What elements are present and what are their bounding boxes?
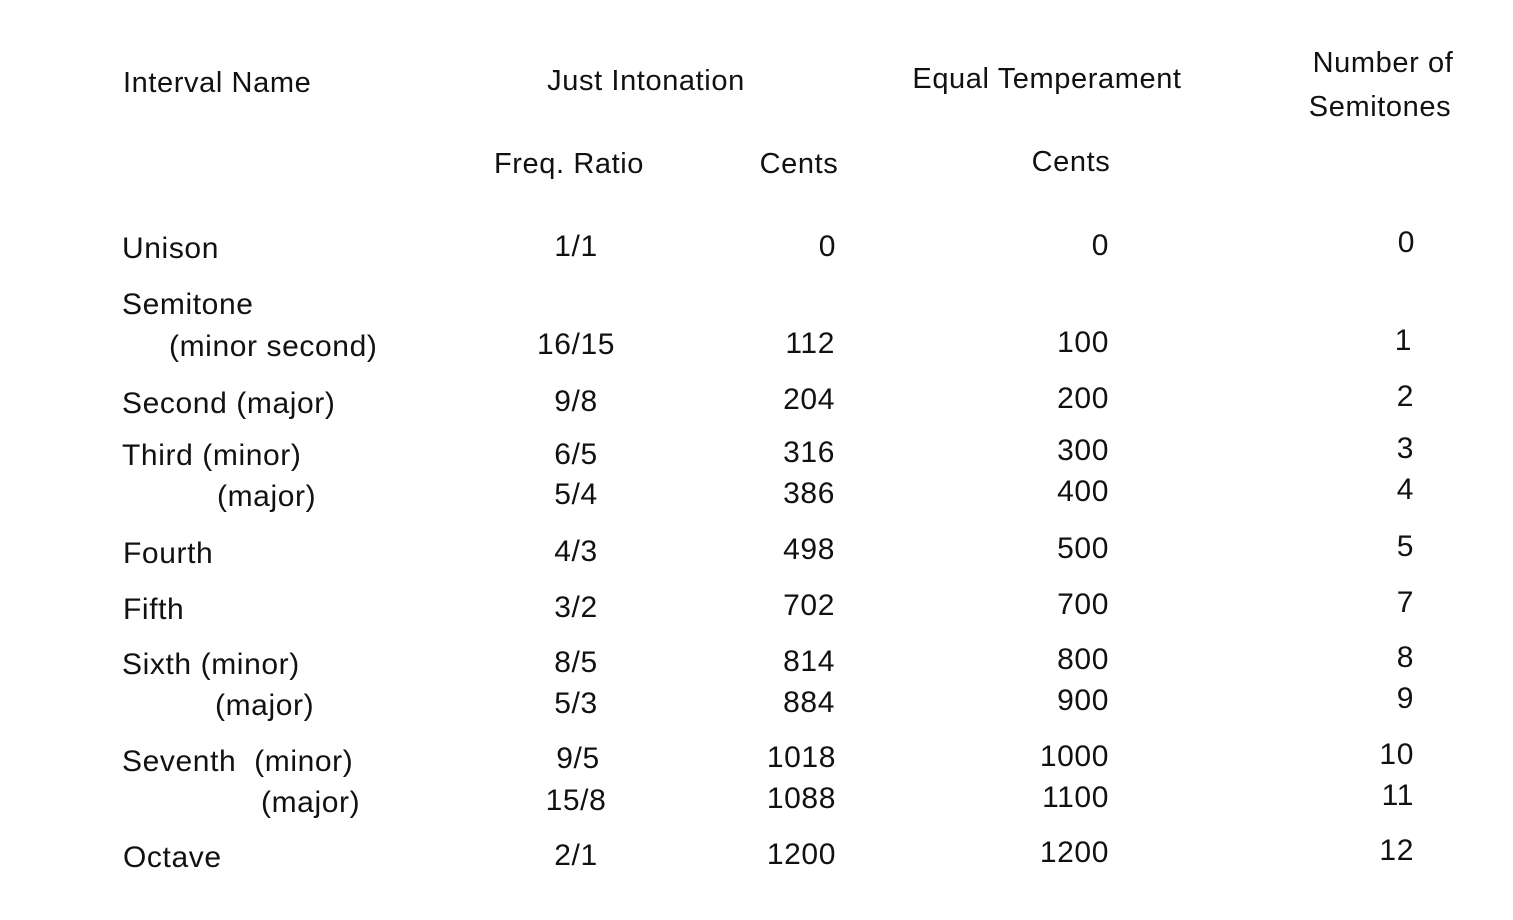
table-row-name: Sixth (minor) [122, 648, 300, 681]
table-row-et-cents: 500 [1057, 532, 1109, 565]
table-row-semitones: 4 [1396, 473, 1414, 506]
table-row-semitones: 11 [1381, 779, 1414, 812]
table-row-semitones: 5 [1396, 530, 1414, 563]
table-row-semitones: 9 [1396, 682, 1414, 715]
table-row-name: Third (minor) [122, 439, 302, 472]
table-row-name: Second (major) [122, 387, 336, 420]
table-row-ji-cents: 702 [783, 589, 835, 622]
table-row-semitones: 12 [1379, 834, 1414, 867]
table-row-name: (major) [217, 480, 317, 513]
table-row-semitones: 7 [1396, 586, 1414, 619]
table-row-et-cents: 1000 [1039, 740, 1109, 773]
table-row-ratio: 16/15 [536, 328, 616, 361]
table-row-ratio: 6/5 [554, 438, 598, 471]
table-row-name: Fifth [123, 593, 185, 626]
table-row-ji-cents: 1018 [766, 741, 836, 774]
table-row-et-cents: 200 [1057, 382, 1109, 415]
table-row-semitones: 2 [1396, 380, 1414, 413]
header-equal-temperament: Equal Temperament [912, 63, 1182, 95]
subheader-freq-ratio: Freq. Ratio [493, 148, 645, 180]
table-row-et-cents: 700 [1057, 588, 1109, 621]
table-row-ji-cents: 498 [783, 533, 835, 566]
table-row-ratio: 15/8 [545, 784, 607, 817]
table-row-name: Fourth [123, 537, 214, 570]
table-row-et-cents: 100 [1057, 326, 1109, 359]
header-interval-name: Interval Name [123, 67, 312, 99]
table-row-semitones: 8 [1396, 641, 1414, 674]
header-number-of: Number of [1312, 47, 1454, 79]
table-row-ratio: 9/5 [556, 742, 600, 775]
table-row-et-cents: 800 [1057, 643, 1109, 676]
table-row-ratio: 9/8 [554, 385, 598, 418]
table-row-ratio: 2/1 [554, 839, 598, 872]
header-just-intonation: Just Intonation [547, 65, 745, 97]
table-row-name: (minor second) [169, 330, 378, 363]
subheader-et-cents: Cents [1031, 146, 1111, 178]
table-row-et-cents: 1200 [1039, 836, 1109, 869]
table-row-ji-cents: 386 [783, 477, 835, 510]
table-row-et-cents: 400 [1057, 475, 1109, 508]
table-row-ji-cents: 884 [783, 686, 835, 719]
table-row-ratio: 8/5 [554, 646, 598, 679]
header-semitones: Semitones [1308, 91, 1452, 123]
table-row-et-cents: 0 [1091, 229, 1109, 262]
table-row-ji-cents: 1088 [766, 782, 836, 815]
table-row-ji-cents: 112 [785, 327, 835, 360]
table-row-ratio: 5/4 [554, 478, 598, 511]
table-row-name: (major) [261, 786, 361, 819]
table-row-ji-cents: 1200 [766, 838, 836, 871]
table-row-name: Unison [122, 232, 219, 265]
table-row-name: Octave [123, 841, 222, 874]
table-row-et-cents: 300 [1057, 434, 1109, 467]
table-row-semitones: 1 [1394, 324, 1412, 357]
table-row-ratio: 3/2 [554, 591, 598, 624]
table-row-ji-cents: 316 [783, 436, 835, 469]
subheader-ji-cents: Cents [759, 148, 839, 180]
table-row-semitones: 3 [1396, 432, 1414, 465]
table-row-et-cents: 1100 [1042, 781, 1109, 814]
table-row-ratio: 5/3 [554, 687, 598, 720]
table-row-semitones: 10 [1379, 738, 1414, 771]
table-row-name: Seventh (minor) [122, 745, 354, 778]
table-row-ji-cents: 0 [818, 230, 836, 263]
table-row-ratio: 1/1 [554, 230, 598, 263]
table-row-ratio: 4/3 [554, 535, 598, 568]
table-row-name: Semitone [122, 288, 254, 321]
table-row-et-cents: 900 [1057, 684, 1109, 717]
table-row-semitones: 0 [1397, 226, 1415, 259]
table-row-ji-cents: 204 [783, 383, 835, 416]
table-row-ji-cents: 814 [783, 645, 835, 678]
table-row-name: (major) [215, 689, 315, 722]
